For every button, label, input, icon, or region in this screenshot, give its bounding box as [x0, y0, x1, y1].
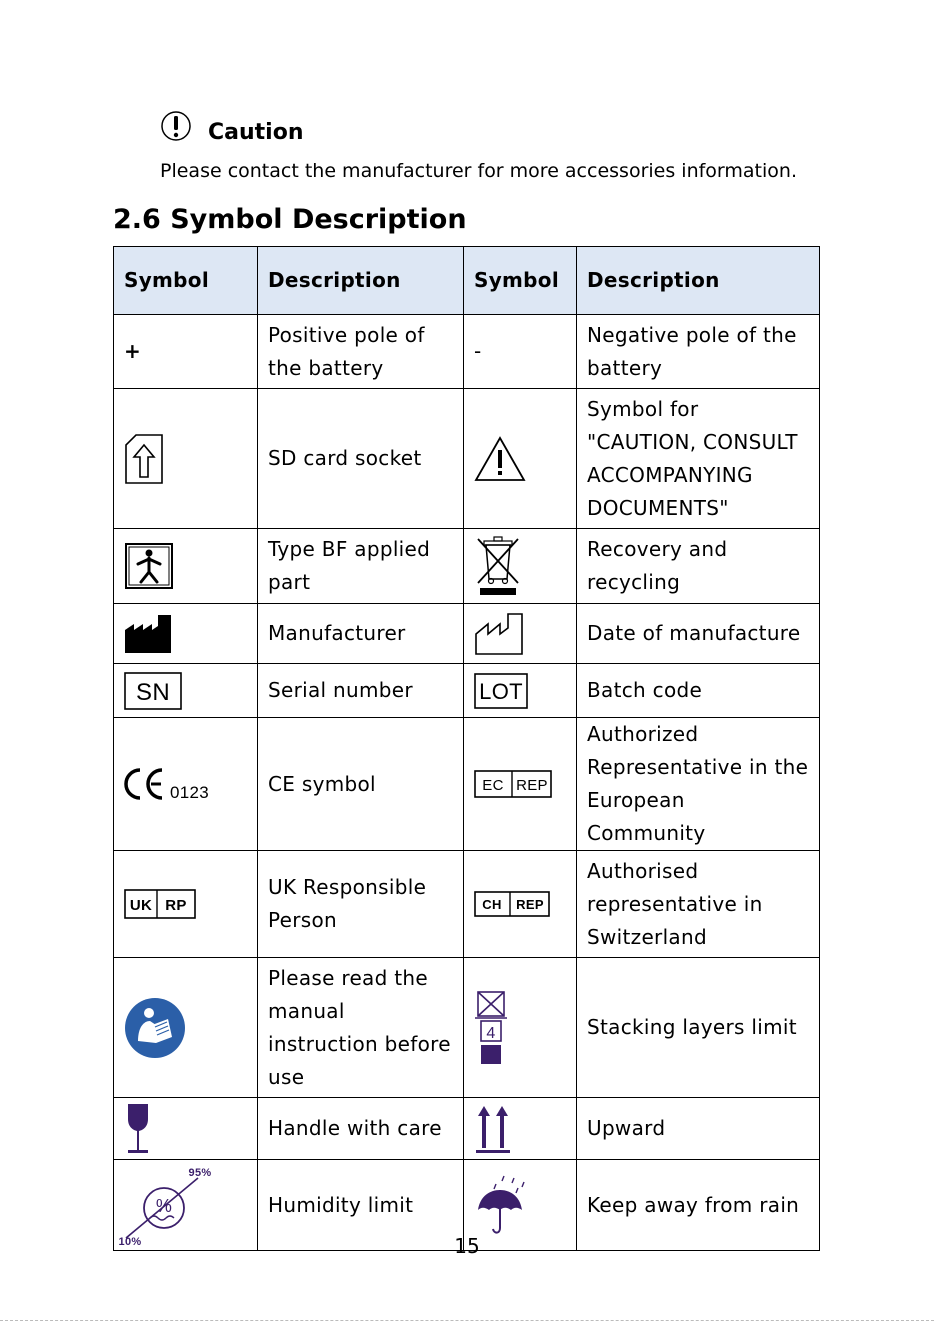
- lot-text: LOT: [479, 678, 523, 704]
- table-row: [114, 664, 820, 718]
- symbol-cell: [114, 529, 258, 604]
- caution-text: Please contact the manufacturer for more accessories information.: [160, 160, 797, 182]
- description-cell: Symbol for "CAUTION, CONSULT ACCOMPANYING DOCUMENTS": [577, 389, 820, 529]
- description-cell: Batch code: [577, 664, 820, 718]
- batch-code-icon: [474, 673, 528, 709]
- rp-text: RP: [165, 897, 187, 914]
- ec-rep-icon: [474, 770, 552, 798]
- table-row: [114, 718, 820, 851]
- symbol-cell: [464, 389, 577, 529]
- description-cell: Recovery and recycling: [577, 529, 820, 604]
- exclamation-icon: [160, 110, 192, 142]
- warning-triangle-icon: [474, 436, 526, 482]
- caution-title: Caution: [208, 120, 304, 145]
- humidity-upper-label: 95%: [188, 1167, 212, 1179]
- uk-rp-icon: [124, 889, 196, 919]
- description-cell: Date of manufacture: [577, 604, 820, 664]
- date-of-manufacture-icon: [474, 612, 524, 656]
- symbol-cell: [464, 604, 577, 664]
- symbol-cell: [464, 718, 577, 851]
- description-cell: Keep away from rain: [577, 1160, 820, 1251]
- header-symbol: Symbol: [464, 247, 577, 315]
- symbol-table: [113, 246, 820, 1251]
- table-row: [114, 315, 820, 389]
- description-cell: CE symbol: [258, 718, 464, 851]
- plus-symbol: +: [124, 339, 142, 363]
- sd-card-socket-icon: [124, 433, 164, 485]
- description-cell: Manufacturer: [258, 604, 464, 664]
- rep-text: REP: [516, 777, 548, 794]
- symbol-cell: [464, 664, 577, 718]
- description-cell: SD card socket: [258, 389, 464, 529]
- description-cell: Humidity limit: [258, 1160, 464, 1251]
- notified-body-number: 0123: [170, 783, 210, 801]
- minus-symbol: -: [474, 339, 482, 363]
- symbol-cell: [114, 604, 258, 664]
- symbol-cell: [464, 315, 577, 389]
- symbol-cell: [114, 851, 258, 958]
- symbol-cell: [114, 664, 258, 718]
- ch-rep-icon: [474, 891, 550, 917]
- stack-limit-number: 4: [486, 1024, 496, 1042]
- fragile-glass-icon: [124, 1103, 152, 1155]
- ch-text: CH: [482, 897, 502, 912]
- table-row: [114, 1098, 820, 1160]
- symbol-cell: [114, 958, 258, 1098]
- symbol-cell: [114, 1098, 258, 1160]
- uk-text: UK: [129, 897, 153, 914]
- description-cell: Handle with care: [258, 1098, 464, 1160]
- symbol-cell: [114, 389, 258, 529]
- ce-mark-icon: [124, 767, 214, 801]
- table-row: [114, 604, 820, 664]
- description-cell: Type BF applied part: [258, 529, 464, 604]
- keep-dry-umbrella-icon: [474, 1174, 532, 1236]
- table-row: [114, 958, 820, 1098]
- svg-text:%: %: [155, 1196, 173, 1216]
- symbol-cell: [464, 851, 577, 958]
- stacking-limit-icon: [474, 990, 508, 1066]
- serial-number-icon: [124, 672, 182, 710]
- crossed-out-bin-icon: [474, 535, 522, 597]
- description-cell: Upward: [577, 1098, 820, 1160]
- manufacturer-icon: [124, 614, 172, 654]
- description-cell: Authorized Representative in the European Community: [577, 718, 820, 851]
- symbol-cell: [464, 529, 577, 604]
- description-cell: Please read the manual instruction before use: [258, 958, 464, 1098]
- symbol-cell: [114, 718, 258, 851]
- description-cell: Authorised representative in Switzerland: [577, 851, 820, 958]
- section-title: 2.6 Symbol Description: [113, 204, 467, 235]
- header-description: Description: [577, 247, 820, 315]
- ec-text: EC: [482, 777, 504, 794]
- humidity-lower-label: 10%: [118, 1236, 142, 1246]
- description-cell: Serial number: [258, 664, 464, 718]
- symbol-cell: [464, 958, 577, 1098]
- header-symbol: Symbol: [114, 247, 258, 315]
- page-bottom-rule: [0, 1320, 934, 1321]
- type-bf-applied-part-icon: [124, 542, 174, 590]
- table-row: [114, 389, 820, 529]
- description-cell: Stacking layers limit: [577, 958, 820, 1098]
- description-cell: Negative pole of the battery: [577, 315, 820, 389]
- symbol-cell: [464, 1098, 577, 1160]
- read-manual-icon: [124, 997, 186, 1059]
- page-number: 15: [454, 1234, 480, 1258]
- table-header-row: [114, 247, 820, 315]
- table-row: [114, 851, 820, 958]
- header-description: Description: [258, 247, 464, 315]
- sn-text: SN: [136, 678, 170, 706]
- rep-text: REP: [516, 897, 544, 912]
- symbol-cell: [114, 315, 258, 389]
- this-way-up-icon: [474, 1104, 512, 1154]
- description-cell: Positive pole of the battery: [258, 315, 464, 389]
- description-cell: UK Responsible Person: [258, 851, 464, 958]
- table-row: [114, 529, 820, 604]
